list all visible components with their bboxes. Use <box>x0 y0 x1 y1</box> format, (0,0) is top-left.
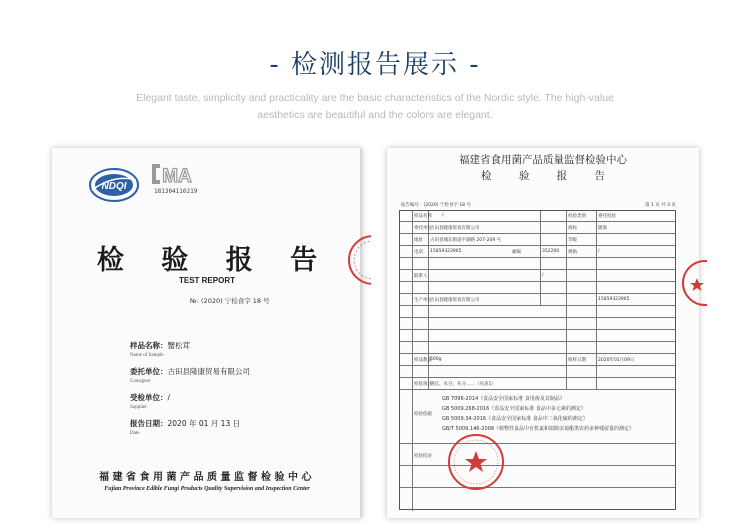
sample-qty-value: 500g <box>430 357 442 362</box>
report-page-title: 福建省食用菌产品质量监督检验中心 <box>459 154 627 166</box>
test-items-label: 检验项目 <box>414 382 432 387</box>
sample-name-label: 样品名称： <box>130 341 168 350</box>
sample-name-value: 蟹松茸 <box>167 341 190 350</box>
consigner-en: Consigner <box>130 379 151 384</box>
brand-label: 商标 <box>568 226 577 231</box>
address-label: 地址 <box>414 238 423 243</box>
report-page-subtitle: 检 验 报 告 <box>480 170 617 182</box>
contact-label: 联系人 <box>414 274 428 279</box>
report-table <box>399 210 676 510</box>
cma-logo-icon <box>150 160 196 188</box>
consigner-value: 古田县隆康贸易有限公司 <box>167 367 250 376</box>
spec-value: / <box>598 249 600 254</box>
report-title-en: TEST REPORT <box>178 276 235 285</box>
test-category-value: 委托检验 <box>598 214 616 219</box>
report-number: №: (2020) 宁检食字 18 号 <box>190 297 270 305</box>
page-indicator: 第 1 页 共 3 页 <box>645 203 676 208</box>
sample-name-value: / <box>442 213 444 218</box>
standard-4: GB/T 5009.146-2008《植物性食品中有机氯和拟除虫菊酯类农药多种残留量的测定》 <box>442 426 635 432</box>
receive-date-value: 2020年01月09日 <box>598 358 635 363</box>
receive-date-label: 收样日期 <box>568 358 586 363</box>
manufacturer-phone: 15859323965 <box>598 297 630 302</box>
phone-label: 电话 <box>414 250 423 255</box>
report-date-value: 2020 年 01 月 13 日 <box>167 419 241 428</box>
conclusion-label: 检验结论 <box>414 454 432 459</box>
standard-1: GB 7096-2014《食品安全国家标准 食用菌及其制品》 <box>442 396 565 402</box>
manufacturer-label: 生产单位 <box>414 298 432 303</box>
sample-name-label: 样品名称 <box>414 214 432 219</box>
consigner-label: 委托单位 <box>414 226 432 231</box>
supplier-field <box>130 392 170 403</box>
cma-logo-text: MA <box>162 166 192 187</box>
report-date-field <box>130 418 240 429</box>
report-date-en: Date <box>130 431 140 436</box>
phone-value: 15859323965 <box>430 249 462 254</box>
report-date-label: 报告日期： <box>130 419 168 428</box>
report-page <box>387 148 699 518</box>
brand-value: 隆康 <box>598 226 607 231</box>
standard-3: GB 5009.34-2016《食品安全国家标准 食品中二氧化硫的测定》 <box>442 416 588 422</box>
consigner-value: 古田县隆康贸易有限公司 <box>430 226 480 231</box>
report-title: 检 验 报 告 <box>96 245 332 276</box>
grade-label: 等级 <box>568 238 577 243</box>
supplier-en: Supplier <box>130 405 147 410</box>
consigner-label: 委托单位： <box>130 367 168 376</box>
page-subtitle: Elegant taste, simplicity and practicality are the basic characteristics of the Nordic style. The high-value aesthetics are beautiful and the colors are elegant. <box>136 92 614 121</box>
sample-name-en: Name of Sample <box>130 353 164 358</box>
postcode-label: 邮编 <box>512 250 521 255</box>
report-cover <box>52 148 362 518</box>
supplier-value: / <box>167 393 171 402</box>
postcode-value: 352200 <box>542 249 560 254</box>
official-seal-icon <box>446 432 506 492</box>
standard-2: GB 5009.268-2016《食品安全国家标准 食品中多元素的测定》 <box>442 406 586 412</box>
supplier-label: 受检单位： <box>130 393 168 402</box>
institution-name: 福建省食用菌产品质量监督检验中心 <box>99 472 315 483</box>
manufacturer-value: 古田县隆康贸易有限公司 <box>430 298 480 303</box>
sample-qty-label: 样品数量 <box>414 358 432 363</box>
contact-value: / <box>542 273 544 278</box>
test-category-label: 检验类别 <box>568 214 586 219</box>
report-page-number: 报告编号：(2020) 宁检食字 18 号 <box>401 203 471 208</box>
address-value: 古田县城东街道平湖路 207-209 号 <box>430 238 502 243</box>
page-heading: - 检测报告展示 - <box>269 50 481 80</box>
ndqi-logo-icon <box>88 166 140 204</box>
seal-edge-left-icon <box>343 232 371 288</box>
sample-name-field <box>130 340 190 351</box>
test-items-value: 感官、水分、灰分……（见表1） <box>430 382 496 387</box>
spec-label: 规格 <box>568 250 577 255</box>
ndqi-logo-text: NDQI <box>101 181 127 192</box>
institution-name-en: Fujian Province Edible Fungi Products Quality Supervision and Inspection Center <box>104 486 310 492</box>
consigner-field <box>130 366 250 377</box>
standards-label: 检验依据 <box>414 412 432 417</box>
seal-edge-right-icon <box>677 258 707 308</box>
cma-number: 181304110219 <box>154 188 198 195</box>
